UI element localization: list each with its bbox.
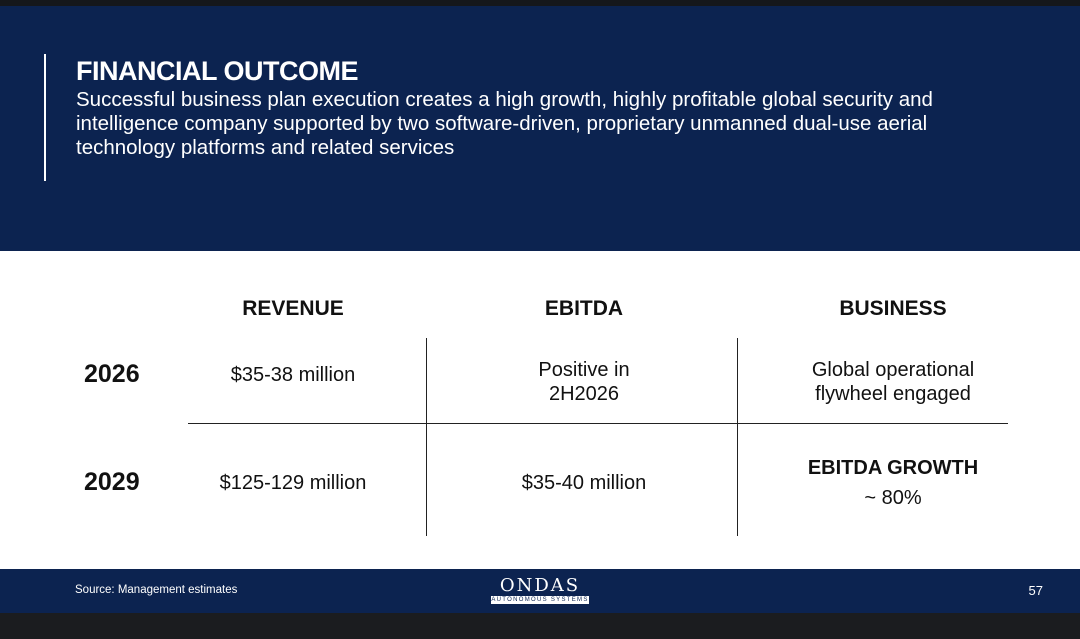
- ebitda-growth-value: ~ 80%: [864, 487, 922, 509]
- bottom-strip: [0, 613, 1080, 639]
- slide-title: FINANCIAL OUTCOME: [76, 56, 358, 86]
- business-2026-line2: flywheel engaged: [815, 383, 971, 405]
- header-accent-bar: [44, 54, 46, 181]
- revenue-2029: $125-129 million: [219, 472, 367, 494]
- business-2026-line1: Global operational: [811, 359, 975, 381]
- logo-tagline: AUTONOMOUS SYSTEMS: [491, 597, 589, 603]
- slide-subtitle: Successful business plan execution creates a high growth, highly profitable global security and intelligence company supported by two software-driven, proprietary unmanned dual-use aerial technology platforms and related services: [76, 88, 933, 159]
- slide-header: [0, 6, 1080, 251]
- revenue-2026: $35-38 million: [230, 364, 356, 386]
- business-2029: [738, 456, 1048, 510]
- page-number: 57: [1028, 583, 1043, 598]
- ondas-logo: [491, 577, 589, 605]
- ebitda-2026-line2: 2H2026: [548, 383, 620, 405]
- business-2026: [738, 358, 1048, 406]
- header-revenue: REVENUE: [242, 297, 344, 320]
- divider-horizontal: [188, 423, 1008, 424]
- ebitda-growth-heading: EBITDA GROWTH: [807, 457, 979, 479]
- year-2026: 2026: [84, 360, 140, 388]
- year-2029: 2029: [84, 468, 140, 496]
- slide-footer: [0, 569, 1080, 613]
- ebitda-2026: [430, 358, 738, 406]
- source-note: Source: Management estimates: [75, 584, 238, 596]
- financial-table: [0, 251, 1080, 569]
- ebitda-2026-line1: Positive in: [538, 359, 630, 381]
- header-ebitda: EBITDA: [544, 297, 624, 320]
- ebitda-2029: $35-40 million: [521, 472, 647, 494]
- logo-wordmark: ONDAS: [499, 575, 581, 596]
- header-business: BUSINESS: [839, 297, 947, 320]
- divider-vertical-1: [426, 338, 427, 536]
